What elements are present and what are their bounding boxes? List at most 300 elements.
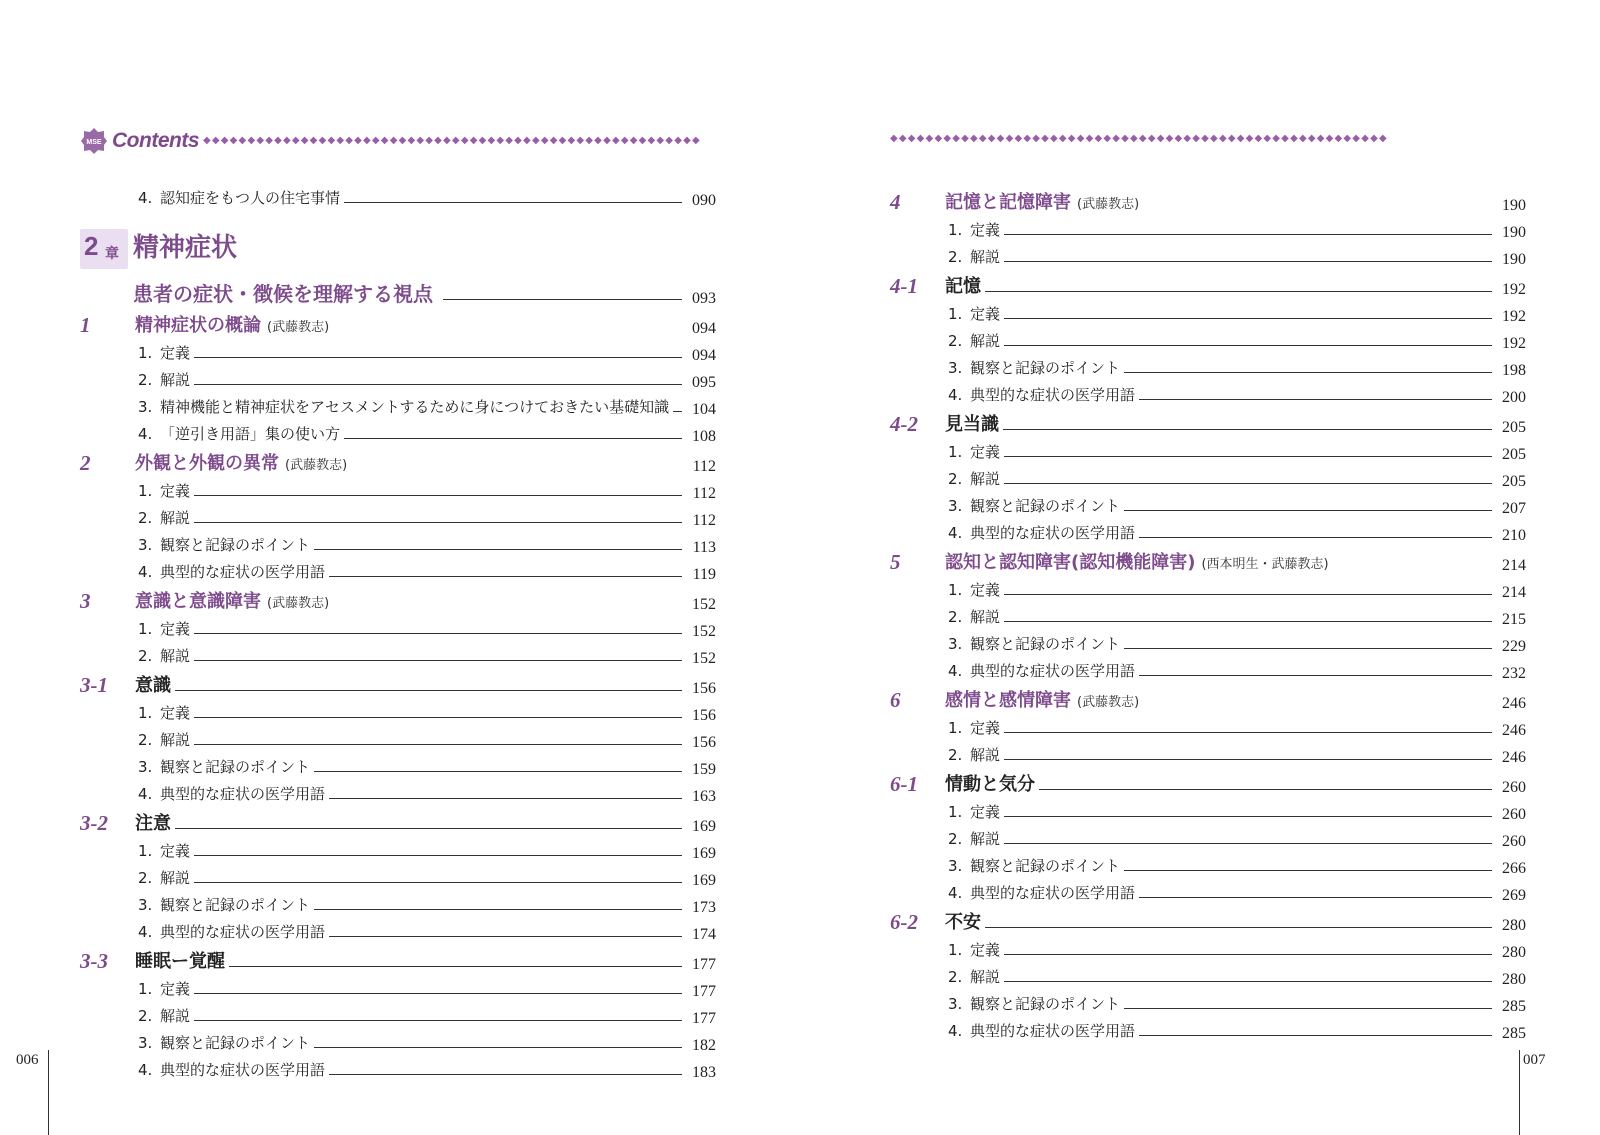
item-number: 2. xyxy=(948,470,963,488)
leader-line xyxy=(1124,648,1492,649)
item-title: 定義 xyxy=(160,344,191,362)
toc-section[interactable] xyxy=(80,447,716,477)
page-number: 215 xyxy=(1502,611,1526,628)
chapter-heading[interactable] xyxy=(80,227,716,309)
toc-item[interactable] xyxy=(890,798,1526,825)
page-number: 183 xyxy=(692,1064,716,1081)
page-number: 173 xyxy=(692,899,716,916)
item-number: 1. xyxy=(948,305,963,323)
page-number: 177 xyxy=(692,956,716,973)
toc-item[interactable] xyxy=(80,558,716,585)
item-title: 解説 xyxy=(160,647,191,665)
item-title: 解説 xyxy=(970,248,1001,266)
leader-line xyxy=(1004,456,1492,457)
toc-item[interactable] xyxy=(890,576,1526,603)
toc-item[interactable] xyxy=(80,726,716,753)
toc-item[interactable] xyxy=(890,519,1526,546)
leader-line xyxy=(1004,483,1492,484)
leader-line xyxy=(1004,816,1492,817)
page-number: 280 xyxy=(1502,971,1526,988)
item-number: 2. xyxy=(138,1007,153,1025)
item-number: 4. xyxy=(948,386,963,404)
item-title: 観察と記録のポイント xyxy=(160,536,311,554)
subsection-number: 6-2 xyxy=(890,910,918,934)
toc-item[interactable] xyxy=(890,825,1526,852)
item-number: 2. xyxy=(948,332,963,350)
item-number: 1. xyxy=(948,443,963,461)
item-title: 定義 xyxy=(970,305,1001,323)
page-number: 112 xyxy=(692,458,716,475)
leader-line xyxy=(1139,1035,1492,1036)
toc-item[interactable] xyxy=(80,780,716,807)
item-number: 4. xyxy=(948,1022,963,1040)
item-number: 1. xyxy=(948,221,963,239)
leader-line xyxy=(344,438,682,439)
toc-item[interactable] xyxy=(80,642,716,669)
page-number: 260 xyxy=(1502,779,1526,796)
section-title: 認知と認知障害(認知機能障害) xyxy=(945,552,1196,573)
page-number: 192 xyxy=(1502,281,1526,298)
dot-rule-right: ◆◆◆◆◆◆◆◆◆◆◆◆◆◆◆◆◆◆◆◆◆◆◆◆◆◆◆◆◆◆◆◆◆◆◆◆◆◆◆◆◆◆◆◆◆◆◆◆◆◆◆◆◆◆◆◆ xyxy=(890,134,1388,144)
leader-line xyxy=(314,771,682,772)
page-number: 093 xyxy=(692,290,716,307)
page-number: 192 xyxy=(1502,308,1526,325)
toc-item[interactable] xyxy=(80,699,716,726)
item-title: 観察と記録のポイント xyxy=(970,857,1121,875)
leader-line xyxy=(1004,621,1492,622)
item-number: 1. xyxy=(138,620,153,638)
item-number: 3. xyxy=(138,398,153,416)
page-number: 094 xyxy=(692,320,716,337)
toc-item[interactable] xyxy=(80,420,716,447)
page-number: 090 xyxy=(692,192,716,209)
leader-line xyxy=(1004,843,1492,844)
item-number: 3. xyxy=(138,896,153,914)
item-title: 定義 xyxy=(160,620,191,638)
toc-item[interactable] xyxy=(890,492,1526,519)
leader-line xyxy=(194,717,682,718)
item-number: 2. xyxy=(948,248,963,266)
toc-item[interactable] xyxy=(80,339,716,366)
leader-line xyxy=(344,202,682,203)
toc-subsection[interactable] xyxy=(890,906,1526,936)
section-number: 2 xyxy=(80,451,91,475)
toc-subsection[interactable] xyxy=(890,270,1526,300)
item-number: 1. xyxy=(948,941,963,959)
page-number: 200 xyxy=(1502,389,1526,406)
section-author: (武藤教志) xyxy=(1077,197,1140,212)
leader-line xyxy=(194,660,682,661)
page-number: 163 xyxy=(692,788,716,805)
toc-item[interactable] xyxy=(80,531,716,558)
leader-line xyxy=(673,411,682,412)
chapter-title: 精神症状 xyxy=(133,233,238,263)
toc-item[interactable] xyxy=(80,1056,716,1083)
leader-line xyxy=(1124,372,1492,373)
item-title: 定義 xyxy=(970,443,1001,461)
leader-line xyxy=(443,299,682,300)
page-number: 205 xyxy=(1502,473,1526,490)
page-number: 207 xyxy=(1502,500,1526,517)
page-number: 169 xyxy=(692,818,716,835)
item-title: 定義 xyxy=(160,482,191,500)
toc-subsection[interactable] xyxy=(80,945,716,975)
page-number: 095 xyxy=(692,374,716,391)
leader-line xyxy=(1139,897,1492,898)
leader-line xyxy=(229,966,682,967)
leader-line xyxy=(1004,261,1492,262)
leader-line xyxy=(329,1074,682,1075)
page-number: 269 xyxy=(1502,887,1526,904)
leader-line xyxy=(314,909,682,910)
page-number: 152 xyxy=(692,596,716,613)
item-number: 2. xyxy=(948,746,963,764)
toc-item[interactable] xyxy=(890,990,1526,1017)
toc-item[interactable] xyxy=(890,243,1526,270)
item-title: 解説 xyxy=(970,608,1001,626)
toc-item[interactable] xyxy=(80,366,716,393)
page-number: 214 xyxy=(1502,584,1526,601)
page-number: 192 xyxy=(1502,335,1526,352)
toc-item[interactable] xyxy=(80,1002,716,1029)
page-number: 198 xyxy=(1502,362,1526,379)
item-title: 解説 xyxy=(970,968,1001,986)
leader-line xyxy=(1004,981,1492,982)
item-title: 解説 xyxy=(970,332,1001,350)
page-number: 112 xyxy=(692,512,716,529)
leader-line xyxy=(314,1047,682,1048)
page-number: 285 xyxy=(1502,1025,1526,1042)
section-title: 意識と意識障害 xyxy=(135,591,261,612)
item-title: 典型的な症状の医学用語 xyxy=(160,923,326,941)
subsection-title: 記憶 xyxy=(945,276,981,297)
folio-rule-left xyxy=(48,1050,49,1135)
leader-line xyxy=(1004,345,1492,346)
subsection-number: 4-1 xyxy=(890,274,918,298)
leader-line xyxy=(194,882,682,883)
item-title: 典型的な症状の医学用語 xyxy=(970,662,1136,680)
item-title: 観察と記録のポイント xyxy=(970,635,1121,653)
toc-item[interactable] xyxy=(80,837,716,864)
toc-item[interactable] xyxy=(80,615,716,642)
toc-item[interactable] xyxy=(890,354,1526,381)
item-title: 定義 xyxy=(970,221,1001,239)
item-title: 観察と記録のポイント xyxy=(970,995,1121,1013)
page-number: 232 xyxy=(1502,665,1526,682)
page-number: 177 xyxy=(692,983,716,1000)
toc-subsection[interactable] xyxy=(80,669,716,699)
item-title: 解説 xyxy=(160,1007,191,1025)
leader-line xyxy=(314,549,682,550)
item-title: 精神機能と精神症状をアセスメントするために身につけておきたい基礎知識 xyxy=(160,398,670,416)
item-title: 観察と記録のポイント xyxy=(160,896,311,914)
page-number: 280 xyxy=(1502,944,1526,961)
leader-line xyxy=(1004,732,1492,733)
item-number: 1. xyxy=(948,803,963,821)
section-author: (武藤教志) xyxy=(267,320,330,335)
page-number: 177 xyxy=(692,1010,716,1027)
page-number: 169 xyxy=(692,872,716,889)
leader-line xyxy=(1139,537,1492,538)
item-title: 定義 xyxy=(970,719,1001,737)
item-title: 定義 xyxy=(970,941,1001,959)
item-title: 典型的な症状の医学用語 xyxy=(970,1022,1136,1040)
item-number: 4. xyxy=(948,524,963,542)
subsection-number: 3-1 xyxy=(80,673,108,697)
item-number: 4. xyxy=(138,785,153,803)
toc-item[interactable] xyxy=(80,891,716,918)
item-title: 定義 xyxy=(160,704,191,722)
leader-line xyxy=(985,291,1492,292)
page-number: 152 xyxy=(692,623,716,640)
item-number: 2. xyxy=(138,869,153,887)
toc-section[interactable] xyxy=(890,186,1526,216)
item-title: 解説 xyxy=(160,731,191,749)
item-number: 1. xyxy=(138,980,153,998)
toc-item[interactable] xyxy=(80,477,716,504)
toc-item[interactable] xyxy=(890,936,1526,963)
item-number: 3. xyxy=(138,1034,153,1052)
page-number: 119 xyxy=(692,566,716,583)
item-title: 典型的な症状の医学用語 xyxy=(160,1061,326,1079)
toc-subsection[interactable] xyxy=(890,408,1526,438)
subsection-number: 3-2 xyxy=(80,811,108,835)
toc-item[interactable] xyxy=(890,741,1526,768)
section-number: 5 xyxy=(890,550,901,574)
page-number: 159 xyxy=(692,761,716,778)
toc-item[interactable] xyxy=(890,216,1526,243)
toc-item[interactable] xyxy=(890,1017,1526,1044)
subsection-title: 意識 xyxy=(135,675,171,696)
item-title: 解説 xyxy=(160,371,191,389)
section-author: (西本明生・武藤教志) xyxy=(1201,557,1329,572)
section-number: 4 xyxy=(890,190,901,214)
item-title: 定義 xyxy=(970,581,1001,599)
item-title: 解説 xyxy=(160,509,191,527)
leader-line xyxy=(175,828,682,829)
toc-item[interactable] xyxy=(80,864,716,891)
toc-item[interactable] xyxy=(890,630,1526,657)
subsection-number: 4-2 xyxy=(890,412,918,436)
item-number: 1. xyxy=(138,344,153,362)
toc-item[interactable] xyxy=(890,381,1526,408)
toc-section[interactable] xyxy=(80,585,716,615)
item-number: 4. xyxy=(138,923,153,941)
item-title: 典型的な症状の医学用語 xyxy=(970,386,1136,404)
leader-line xyxy=(985,927,1492,928)
item-title: 「逆引き用語」集の使い方 xyxy=(160,425,341,443)
section-author: (武藤教志) xyxy=(267,596,330,611)
page-number: 169 xyxy=(692,845,716,862)
leader-line xyxy=(194,384,682,385)
toc-left-rows xyxy=(80,309,716,1083)
page-number: 156 xyxy=(692,680,716,697)
leader-line xyxy=(1039,789,1492,790)
page-number: 280 xyxy=(1502,917,1526,934)
leader-line xyxy=(194,633,682,634)
item-number: 1. xyxy=(948,719,963,737)
leader-line xyxy=(1004,318,1492,319)
leader-line xyxy=(1124,510,1492,511)
item-title: 観察と記録のポイント xyxy=(160,1034,311,1052)
item-number: 1. xyxy=(138,704,153,722)
item-number: 4. xyxy=(138,189,153,207)
item-number: 1. xyxy=(138,842,153,860)
page-number: 190 xyxy=(1502,224,1526,241)
leader-line xyxy=(1003,429,1492,430)
item-number: 3. xyxy=(948,359,963,377)
toc-item[interactable] xyxy=(890,327,1526,354)
chapter-subtitle: 患者の症状・徴候を理解する視点 xyxy=(133,282,433,306)
item-title: 観察と記録のポイント xyxy=(970,359,1121,377)
contents-title: Contents xyxy=(112,129,199,152)
mse-badge-icon xyxy=(80,127,108,155)
toc-left-column xyxy=(80,184,716,1083)
toc-subsection[interactable] xyxy=(80,807,716,837)
section-author: (武藤教志) xyxy=(1077,695,1140,710)
section-title: 精神症状の概論 xyxy=(135,315,261,336)
page-number: 156 xyxy=(692,734,716,751)
item-title: 認知症をもつ人の住宅事情 xyxy=(160,189,341,207)
leader-line xyxy=(194,855,682,856)
toc-item[interactable] xyxy=(80,393,716,420)
contents-header xyxy=(80,126,710,156)
item-title: 解説 xyxy=(160,869,191,887)
section-author: (武藤教志) xyxy=(285,458,348,473)
page-folio-left: 006 xyxy=(16,1052,39,1068)
subsection-title: 注意 xyxy=(135,813,171,834)
toc-item[interactable] xyxy=(890,714,1526,741)
item-title: 典型的な症状の医学用語 xyxy=(160,785,326,803)
page-number: 174 xyxy=(692,926,716,943)
toc-section[interactable] xyxy=(890,684,1526,714)
leader-line xyxy=(194,993,682,994)
page-number: 210 xyxy=(1502,527,1526,544)
item-number: 2. xyxy=(948,968,963,986)
leader-line xyxy=(175,690,682,691)
item-title: 解説 xyxy=(970,830,1001,848)
page-number: 190 xyxy=(1502,251,1526,268)
page-number: 113 xyxy=(692,539,716,556)
item-title: 典型的な症状の医学用語 xyxy=(970,884,1136,902)
item-number: 2. xyxy=(138,371,153,389)
page-folio-right: 007 xyxy=(1523,1052,1546,1068)
item-number: 2. xyxy=(138,647,153,665)
page-number: 246 xyxy=(1502,695,1526,712)
item-number: 4. xyxy=(948,662,963,680)
toc-item[interactable] xyxy=(890,438,1526,465)
toc-item[interactable] xyxy=(80,504,716,531)
item-title: 定義 xyxy=(160,842,191,860)
page-number: 104 xyxy=(692,401,716,418)
subsection-number: 3-3 xyxy=(80,949,108,973)
section-title: 感情と感情障害 xyxy=(945,690,1071,711)
toc-right-column xyxy=(890,186,1526,1044)
item-number: 1. xyxy=(138,482,153,500)
page-number: 229 xyxy=(1502,638,1526,655)
page-number: 182 xyxy=(692,1037,716,1054)
leader-line xyxy=(1004,759,1492,760)
leader-line xyxy=(329,576,682,577)
leader-line xyxy=(194,357,682,358)
toc-item[interactable] xyxy=(80,1029,716,1056)
page-number: 260 xyxy=(1502,833,1526,850)
item-title: 定義 xyxy=(970,803,1001,821)
svg-text:MSE: MSE xyxy=(86,139,102,146)
toc-subsection[interactable] xyxy=(890,768,1526,798)
toc-section[interactable] xyxy=(80,309,716,339)
page-number: 094 xyxy=(692,347,716,364)
leader-line xyxy=(329,798,682,799)
item-number: 3. xyxy=(948,635,963,653)
item-number: 4. xyxy=(138,563,153,581)
page-number: 205 xyxy=(1502,446,1526,463)
leader-line xyxy=(329,936,682,937)
toc-item[interactable] xyxy=(80,918,716,945)
toc-item[interactable] xyxy=(890,852,1526,879)
page-number: 266 xyxy=(1502,860,1526,877)
section-number: 1 xyxy=(80,313,91,337)
item-number: 2. xyxy=(138,509,153,527)
item-number: 4. xyxy=(138,425,153,443)
chapter-number: 2 xyxy=(84,231,99,261)
toc-item[interactable] xyxy=(80,975,716,1002)
leader-line xyxy=(1124,1008,1492,1009)
dot-rule-left: ◆◆◆◆◆◆◆◆◆◆◆◆◆◆◆◆◆◆◆◆◆◆◆◆◆◆◆◆◆◆◆◆◆◆◆◆◆◆◆◆◆◆◆◆◆◆◆◆◆◆◆◆◆◆◆◆ xyxy=(203,136,701,146)
toc-item[interactable] xyxy=(80,184,716,211)
leader-line xyxy=(194,1020,682,1021)
item-title: 典型的な症状の医学用語 xyxy=(160,563,326,581)
leader-line xyxy=(1004,234,1492,235)
page-number: 246 xyxy=(1502,749,1526,766)
toc-item[interactable] xyxy=(890,879,1526,906)
item-number: 4. xyxy=(138,1061,153,1079)
page-number: 260 xyxy=(1502,806,1526,823)
page-number: 190 xyxy=(1502,197,1526,214)
leader-line xyxy=(1139,675,1492,676)
toc-item[interactable] xyxy=(890,300,1526,327)
toc-right-rows xyxy=(890,186,1526,1044)
item-number: 4. xyxy=(948,884,963,902)
page-number: 214 xyxy=(1502,557,1526,574)
toc-section[interactable] xyxy=(890,546,1526,576)
item-number: 3. xyxy=(138,536,153,554)
subsection-title: 睡眠ー覚醒 xyxy=(135,951,225,972)
toc-item[interactable] xyxy=(890,657,1526,684)
toc-item[interactable] xyxy=(890,465,1526,492)
item-number: 3. xyxy=(948,995,963,1013)
item-number: 3. xyxy=(138,758,153,776)
toc-item[interactable] xyxy=(80,753,716,780)
toc-item[interactable] xyxy=(890,963,1526,990)
leader-line xyxy=(194,495,682,496)
section-number: 3 xyxy=(80,589,91,613)
item-title: 観察と記録のポイント xyxy=(160,758,311,776)
item-title: 解説 xyxy=(970,746,1001,764)
chapter-suffix: 章 xyxy=(105,246,119,262)
page-number: 112 xyxy=(692,485,716,502)
page-number: 246 xyxy=(1502,722,1526,739)
leader-line xyxy=(194,522,682,523)
item-number: 1. xyxy=(948,581,963,599)
item-number: 3. xyxy=(948,857,963,875)
page-number: 108 xyxy=(692,428,716,445)
subsection-title: 不安 xyxy=(945,912,981,933)
page-number: 156 xyxy=(692,707,716,724)
toc-item[interactable] xyxy=(890,603,1526,630)
item-title: 典型的な症状の医学用語 xyxy=(970,524,1136,542)
section-title: 外観と外観の異常 xyxy=(135,453,279,474)
